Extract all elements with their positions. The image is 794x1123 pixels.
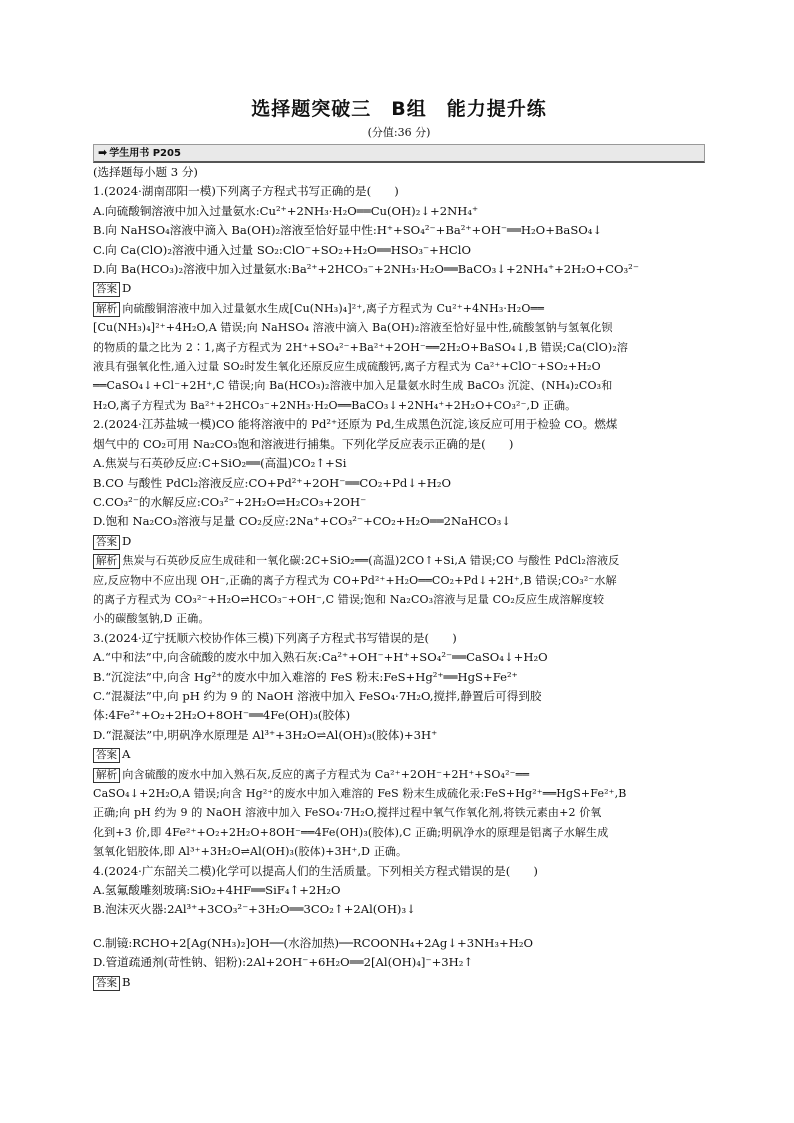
question-line xyxy=(93,706,705,725)
line-text: 烟气中的 CO₂可用 Na₂CO₃饱和溶液进行捕集。下列化学反应表示正确的是( ) xyxy=(93,436,514,451)
line-text: [Cu(NH₃)₄]²⁺+4H₂O,A 错误;向 NaHSO₄ 溶液中滴入 Ba(OH)₂溶液至恰好显中性,硫酸氢钠与氢氧化钡 xyxy=(93,321,613,335)
line-text: 应,反应物中不应出现 OH⁻,正确的离子方程式为 CO+Pd²⁺+H₂O══CO₂+Pd↓+2H⁺,B 错误;CO₃²⁻水解 xyxy=(93,573,617,587)
question-line xyxy=(93,687,705,706)
line-text: 的离子方程式为 CO₃²⁻+H₂O⇌HCO₃⁻+OH⁻,C 错误;饱和 Na₂CO₃溶液与足量 CO₂反应生成溶解度较 xyxy=(93,592,605,606)
answer-tag: 答案 xyxy=(93,976,120,991)
line-text: 体:4Fe²⁺+O₂+2H₂O+8OH⁻══4Fe(OH)₃(胶体) xyxy=(93,708,351,723)
line-text: 小的碳酸氢钠,D 正确。 xyxy=(93,612,210,626)
explanation-line xyxy=(93,823,705,842)
question-line xyxy=(93,474,705,493)
answer-line xyxy=(93,745,705,764)
question-line xyxy=(93,415,705,434)
question-line xyxy=(93,726,705,745)
explanation-line xyxy=(93,571,705,590)
explanation-line xyxy=(93,357,705,376)
line-text: B.向 NaHSO₄溶液中滴入 Ba(OH)₂溶液至恰好显中性:H⁺+SO₄²⁻+Ba²⁺+OH⁻══H₂O+BaSO₄↓ xyxy=(93,223,603,238)
line-text: B.泡沫灭火器:2Al³⁺+3CO₃²⁻+3H₂O══3CO₂↑+2Al(OH)₃↓ xyxy=(93,902,416,917)
question-line xyxy=(93,241,705,260)
explanation-line xyxy=(93,396,705,415)
analysis-line xyxy=(93,551,705,570)
line-text: A.焦炭与石英砂反应:C+SiO₂══(高温)CO₂↑+Si xyxy=(93,456,347,471)
line-text: 液具有强氧化性,通入过量 SO₂时发生氧化还原反应生成硫酸钙,离子方程式为 Ca²⁺+ClO⁻+SO₂+H₂O xyxy=(93,360,601,374)
line-text: D.管道疏通剂(苛性钠、铝粉):2Al+2OH⁻+6H₂O══2[Al(OH)₄]⁻+3H₂↑ xyxy=(93,955,474,970)
question-line xyxy=(93,221,705,240)
line-text: D.向 Ba(HCO₃)₂溶液中加入过量氨水:Ba²⁺+2HCO₃⁻+2NH₃·H₂O══BaCO₃↓+2NH₄⁺+2H₂O+CO₃²⁻ xyxy=(93,262,639,277)
line-text: 2.(2024·江苏盐城一模)CO 能将溶液中的 Pd²⁺还原为 Pd,生成黑色沉淀,该反应可用于检验 CO。燃煤 xyxy=(93,417,618,432)
line-text: B xyxy=(122,974,131,989)
answer-tag: 答案 xyxy=(93,748,120,763)
line-text: 向含硫酸的废水中加入熟石灰,反应的离子方程式为 Ca²⁺+2OH⁻+2H⁺+SO₄²⁻══ xyxy=(122,767,530,781)
line-text: 的物质的量之比为 2∶1,离子方程式为 2H⁺+SO₄²⁻+Ba²⁺+2OH⁻══2H₂O+BaSO₄↓,B 错误;Ca(ClO)₂溶 xyxy=(93,340,629,354)
line-text: D.“混凝法”中,明矾净水原理是 Al³⁺+3H₂O⇌Al(OH)₃(胶体)+3H⁺ xyxy=(93,727,438,742)
question-line xyxy=(93,435,705,454)
line-text: A xyxy=(122,747,131,762)
analysis-line xyxy=(93,765,705,784)
line-text: C.制镜:RCHO+2[Ag(NH₃)₂]OH──(水浴加热)──RCOONH₄+2Ag↓+3NH₃+H₂O xyxy=(93,935,534,950)
answer-line xyxy=(93,532,705,551)
answer-tag: 答案 xyxy=(93,282,120,297)
question-line xyxy=(93,202,705,221)
line-text: D xyxy=(122,533,132,548)
line-text: 3.(2024·辽宁抚顺六校协作体三模)下列离子方程式书写错误的是( ) xyxy=(93,630,457,645)
explanation-line xyxy=(93,376,705,395)
answer-line xyxy=(93,973,705,992)
line-text: D xyxy=(122,281,132,296)
question-line xyxy=(93,260,705,279)
line-text: D.饱和 Na₂CO₃溶液与足量 CO₂反应:2Na⁺+CO₃²⁻+CO₂+H₂O══2NaHCO₃↓ xyxy=(93,514,511,529)
question-line xyxy=(93,493,705,512)
line-text: CaSO₄↓+2H₂O,A 错误;向含 Hg²⁺的废水中加入难溶的 FeS 粉末生成硫化汞:FeS+Hg²⁺══HgS+Fe²⁺,B xyxy=(93,787,627,800)
question-content xyxy=(93,163,705,992)
explanation-line xyxy=(93,590,705,609)
explanation-line xyxy=(93,784,705,803)
line-text: A.氢氟酸雕刻玻璃:SiO₂+4HF══SiF₄↑+2H₂O xyxy=(93,883,341,898)
question-line xyxy=(93,163,705,182)
explanation-line xyxy=(93,338,705,357)
analysis-tag: 解析 xyxy=(93,302,120,317)
explanation-line xyxy=(93,803,705,822)
explanation-line xyxy=(93,318,705,337)
line-text: C.CO₃²⁻的水解反应:CO₃²⁻+2H₂O⇌H₂CO₃+2OH⁻ xyxy=(93,494,367,509)
line-text: 化到+3 价,即 4Fe²⁺+O₂+2H₂O+8OH⁻══4Fe(OH)₃(胶体),C 正确;明矾净水的原理是铝离子水解生成 xyxy=(93,825,609,839)
analysis-tag: 解析 xyxy=(93,768,120,783)
line-text: 氢氧化铝胶体,即 Al³⁺+3H₂O⇌Al(OH)₃(胶体)+3H⁺,D 正确。 xyxy=(93,845,408,859)
line-text: H₂O,离子方程式为 Ba²⁺+2HCO₃⁻+2NH₃·H₂O══BaCO₃↓+2NH₄⁺+2H₂O+CO₃²⁻,D 正确。 xyxy=(93,398,577,412)
line-text: C.“混凝法”中,向 pH 约为 9 的 NaOH 溶液中加入 FeSO₄·7H₂O,搅拌,静置后可得到胶 xyxy=(93,688,542,703)
line-text: 4.(2024·广东韶关二模)化学可以提高人们的生活质量。下列相关方程式错误的是( ) xyxy=(93,863,538,878)
analysis-line xyxy=(93,299,705,318)
question-line xyxy=(93,934,705,953)
line-spacer xyxy=(93,920,705,934)
explanation-line xyxy=(93,609,705,628)
book-reference-label: 学生用书 P205 xyxy=(109,148,181,159)
line-text: A.“中和法”中,向含硫酸的废水中加入熟石灰:Ca²⁺+OH⁻+H⁺+SO₄²⁻══CaSO₄↓+H₂O xyxy=(93,650,548,665)
question-line xyxy=(93,512,705,531)
line-text: C.向 Ca(ClO)₂溶液中通入过量 SO₂:ClO⁻+SO₂+H₂O══HSO₃⁻+HClO xyxy=(93,242,472,257)
answer-line xyxy=(93,279,705,298)
question-line xyxy=(93,668,705,687)
book-reference-bar xyxy=(93,144,705,163)
explanation-line xyxy=(93,842,705,861)
question-line xyxy=(93,881,705,900)
line-text: (选择题每小题 3 分) xyxy=(93,165,198,179)
question-line xyxy=(93,454,705,473)
answer-tag: 答案 xyxy=(93,535,120,550)
line-text: A.向硫酸铜溶液中加入过量氨水:Cu²⁺+2NH₃·H₂O══Cu(OH)₂↓+2NH₄⁺ xyxy=(93,203,479,218)
page xyxy=(93,92,705,992)
page-title: 选择题突破三 B组 能力提升练 xyxy=(251,98,547,120)
question-line xyxy=(93,953,705,972)
line-text: 向硫酸铜溶液中加入过量氨水生成[Cu(NH₃)₄]²⁺,离子方程式为 Cu²⁺+4NH₃·H₂O══ xyxy=(122,301,545,315)
question-line xyxy=(93,182,705,201)
question-line xyxy=(93,629,705,648)
arrow-icon: ➡ xyxy=(98,146,108,159)
line-text: B.“沉淀法”中,向含 Hg²⁺的废水中加入难溶的 FeS 粉末:FeS+Hg²⁺══HgS+Fe²⁺ xyxy=(93,669,518,684)
line-text: 焦炭与石英砂反应生成硅和一氧化碳:2C+SiO₂══(高温)2CO↑+Si,A 错误;CO 与酸性 PdCl₂溶液反 xyxy=(122,554,620,568)
question-line xyxy=(93,900,705,919)
line-text: 1.(2024·湖南邵阳一模)下列离子方程式书写正确的是( ) xyxy=(93,184,399,199)
question-line xyxy=(93,648,705,667)
line-text: B.CO 与酸性 PdCl₂溶液反应:CO+Pd²⁺+2OH⁻══CO₂+Pd↓+H₂O xyxy=(93,475,451,490)
analysis-tag: 解析 xyxy=(93,554,120,569)
score-note: (分值:36 分) xyxy=(367,126,431,139)
line-text: 正确;向 pH 约为 9 的 NaOH 溶液中加入 FeSO₄·7H₂O,搅拌过程中氧气作氧化剂,将铁元素由+2 价氧 xyxy=(93,806,602,820)
line-text: ══CaSO₄↓+Cl⁻+2H⁺,C 错误;向 Ba(HCO₃)₂溶液中加入足量氨水时生成 BaCO₃ 沉淀、(NH₄)₂CO₃和 xyxy=(93,379,613,393)
question-line xyxy=(93,862,705,881)
